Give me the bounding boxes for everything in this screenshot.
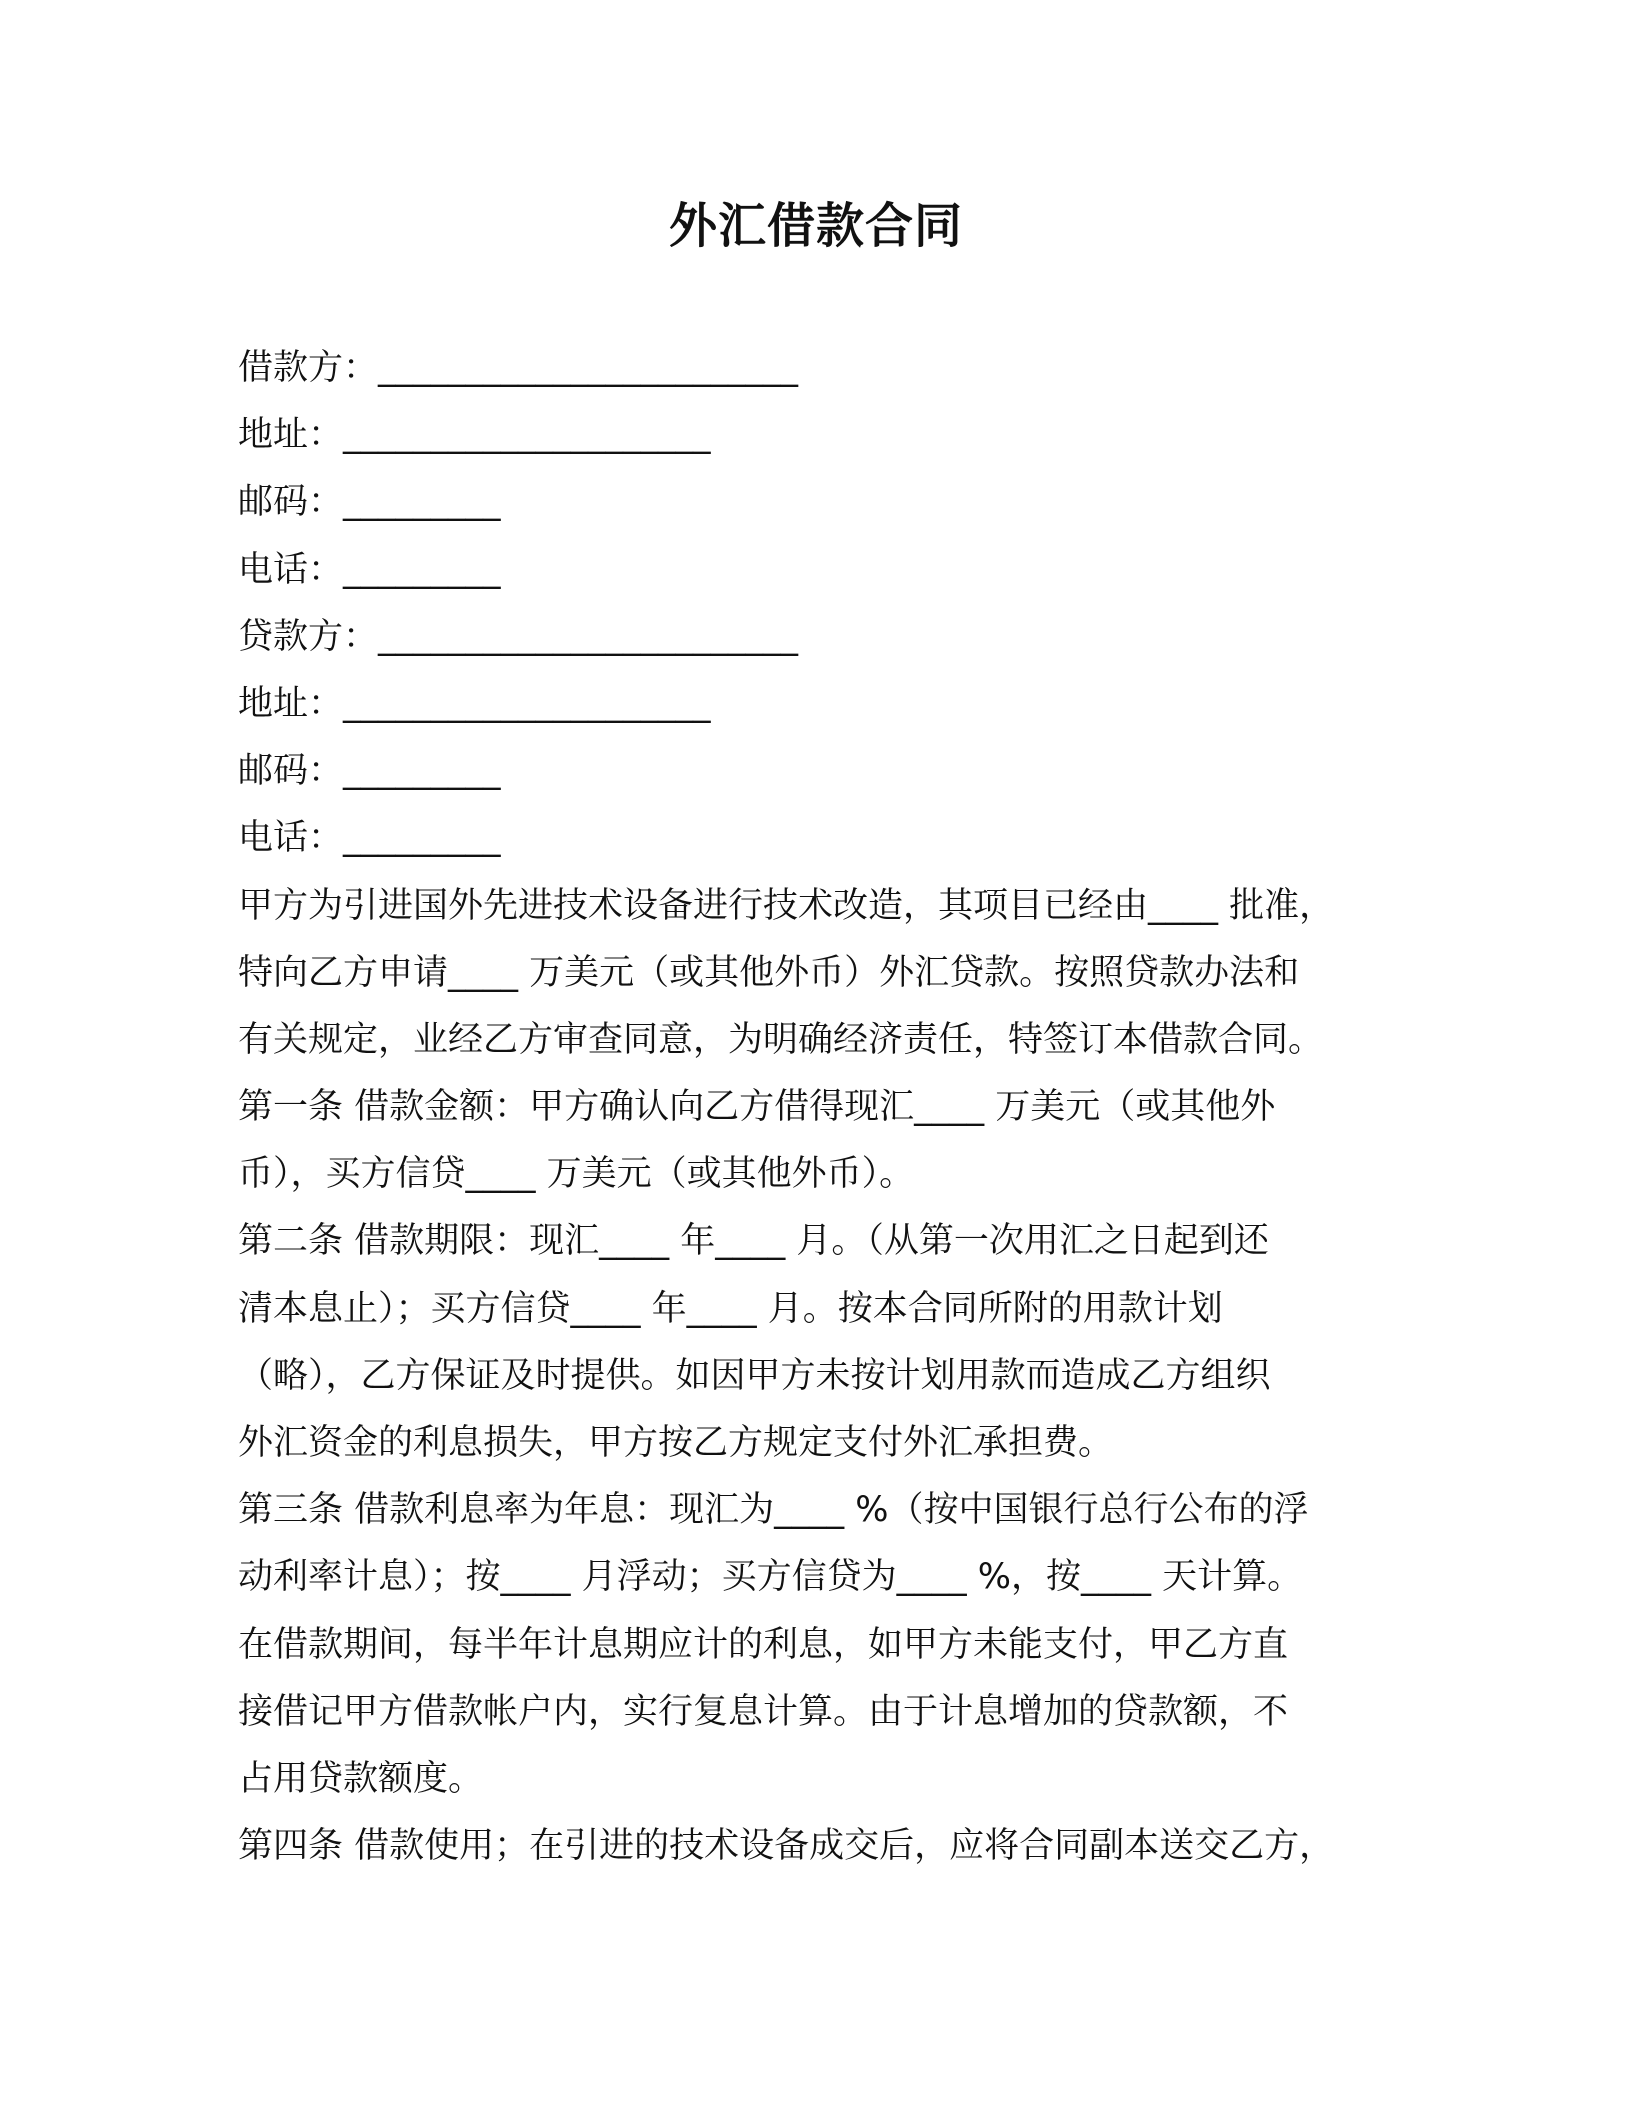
article-1-line-1: 第一条 借款金额：甲方确认向乙方借得现汇____ 万美元（或其他外 bbox=[238, 1087, 1276, 1128]
lender-line: 贷款方：________________________ bbox=[238, 616, 799, 657]
document-body bbox=[238, 335, 1418, 1880]
borrower-postcode-line: 邮码：_________ bbox=[238, 482, 501, 523]
article-2-line-2: 清本息止）；买方信贷____ 年____ 月。按本合同所附的用款计划 bbox=[238, 1288, 1223, 1329]
preamble-line-2: 特向乙方申请____ 万美元（或其他外币）外汇贷款。按照贷款办法和 bbox=[238, 952, 1300, 993]
document-title: 外汇借款合同 bbox=[668, 198, 963, 254]
article-2-line-4: 外汇资金的利息损失，甲方按乙方规定支付外汇承担费。 bbox=[238, 1423, 1114, 1463]
article-3-line-1: 第三条 借款利息率为年息：现汇为____ %（按中国银行总行公布的浮 bbox=[238, 1490, 1309, 1531]
article-2-line-3: （略），乙方保证及时提供。如因甲方未按计划用款而造成乙方组织 bbox=[238, 1355, 1271, 1396]
article-3-line-3: 在借款期间，每半年计息期应计的利息，如甲方未能支付，甲乙方直 bbox=[238, 1624, 1289, 1665]
article-2-line-1: 第二条 借款期限：现汇____ 年____ 月。（从第一次用汇之日起到还 bbox=[238, 1221, 1269, 1262]
preamble-line-3: 有关规定，业经乙方审查同意，为明确经济责任，特签订本借款合同。 bbox=[238, 1019, 1324, 1060]
borrower-address-line: 地址：_____________________ bbox=[238, 415, 711, 456]
preamble-line-1: 甲方为引进国外先进技术设备进行技术改造，其项目已经由____ 批准， bbox=[238, 885, 1335, 926]
borrower-phone-line: 电话：_________ bbox=[238, 549, 501, 590]
article-3-line-5: 占用贷款额度。 bbox=[238, 1758, 484, 1799]
lender-address-line: 地址：_____________________ bbox=[238, 683, 711, 724]
article-3-line-4: 接借记甲方借款帐户内，实行复息计算。由于计息增加的贷款额，不 bbox=[238, 1691, 1289, 1732]
article-4-line-1: 第四条 借款使用；在引进的技术设备成交后，应将合同副本送交乙方， bbox=[238, 1826, 1335, 1867]
article-3-line-2: 动利率计息）；按____ 月浮动；买方信贷为____ %，按____ 天计算。 bbox=[238, 1557, 1303, 1598]
borrower-line: 借款方：________________________ bbox=[238, 348, 799, 388]
lender-phone-line: 电话：_________ bbox=[238, 818, 501, 859]
article-1-line-2: 币），买方信贷____ 万美元（或其他外币）。 bbox=[238, 1154, 915, 1195]
lender-postcode-line: 邮码：_________ bbox=[238, 751, 501, 792]
